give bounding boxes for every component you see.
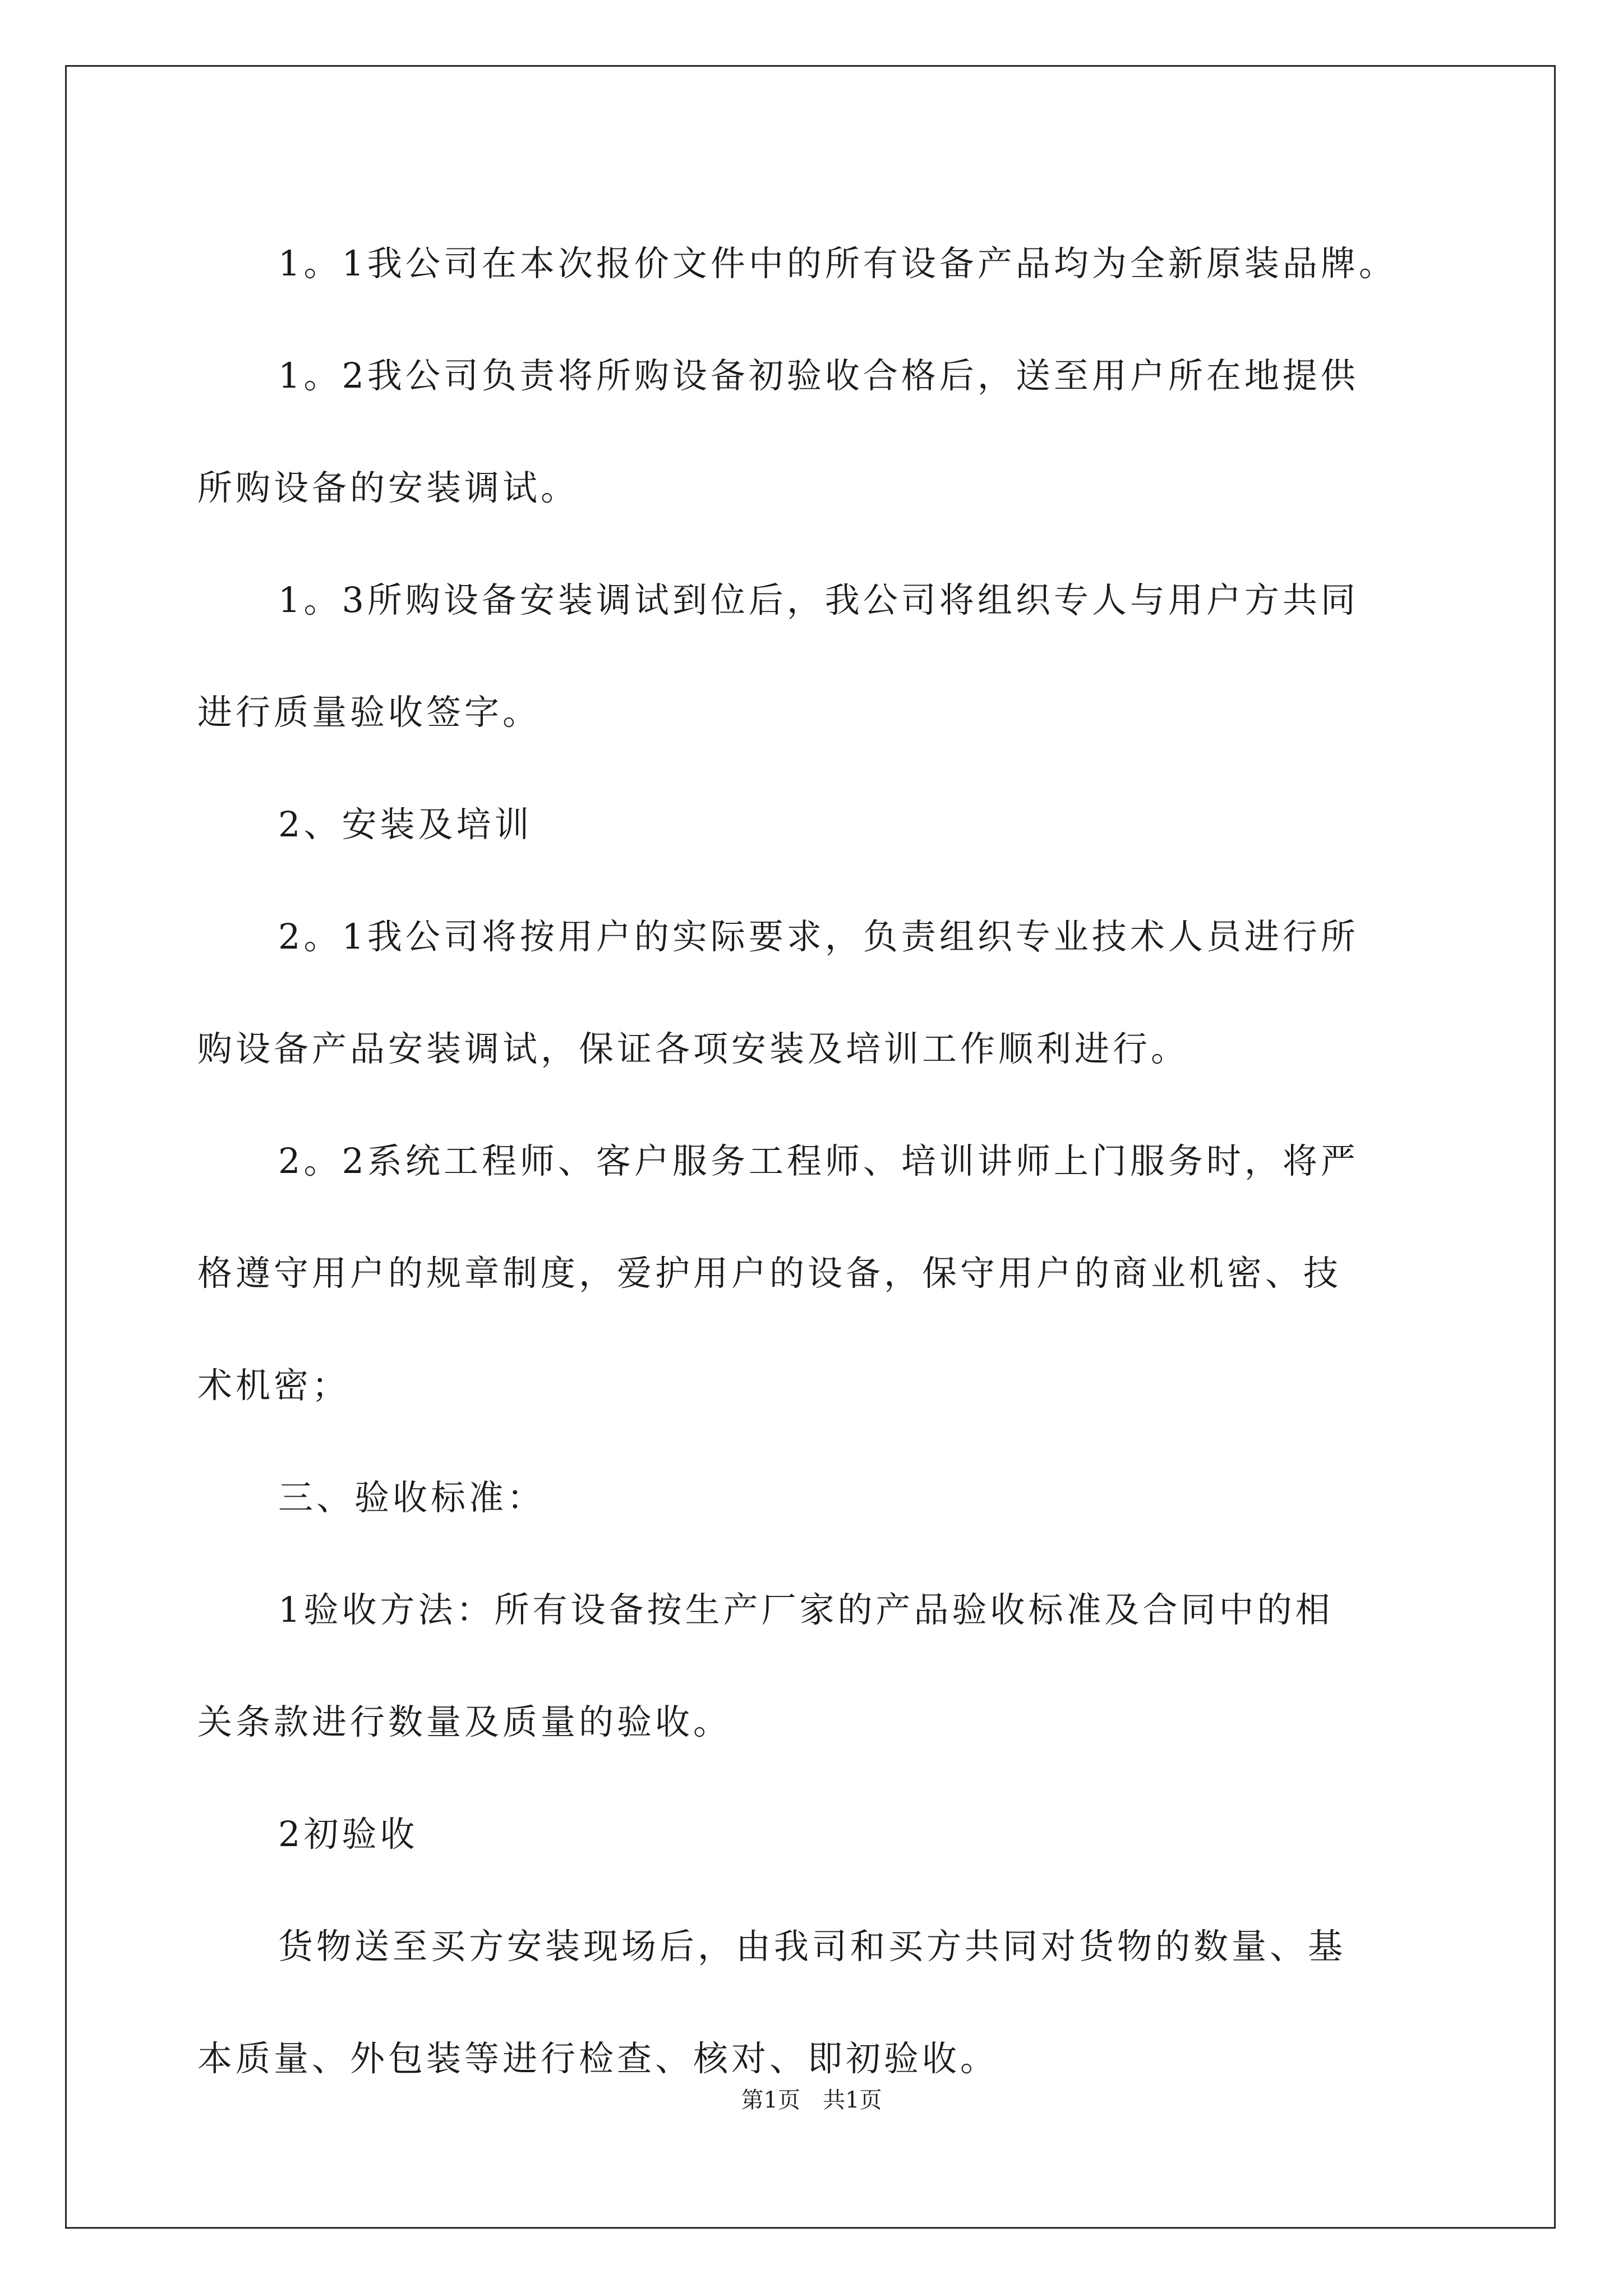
page-number-label: 第1页 共1页 xyxy=(741,2087,882,2113)
line: 关条款进行数量及质量的验收。 xyxy=(197,1701,732,1742)
line: 2。2系统工程师、客户服务工程师、培训讲师上门服务时，将严 xyxy=(278,1140,1359,1181)
line: 1。2我公司负责将所购设备初验收合格后，送至用户所在地提供 xyxy=(278,355,1359,396)
paragraph-1-1 xyxy=(197,208,1431,320)
document-body xyxy=(197,208,1431,2115)
line: 2、安装及培训 xyxy=(278,804,533,845)
paragraph-1-2 xyxy=(197,320,1431,432)
subheading-initial-acceptance xyxy=(197,1778,1431,1890)
line: 格遵守用户的规章制度，爱护用户的设备，保守用户的商业机密、技 xyxy=(197,1253,1342,1294)
page-footer xyxy=(0,2082,1623,2114)
line: 所购设备的安装调试。 xyxy=(197,467,579,508)
paragraph-2-2 xyxy=(197,1105,1431,1217)
paragraph-2-2-cont-2 xyxy=(197,1329,1431,1442)
paragraph-initial-acceptance xyxy=(197,1890,1431,2003)
line: 2。1我公司将按用户的实际要求，负责组织专业技术人员进行所 xyxy=(278,916,1359,957)
paragraph-1-2-cont xyxy=(197,432,1431,544)
paragraph-2-2-cont-1 xyxy=(197,1217,1431,1329)
line: 1。1我公司在本次报价文件中的所有设备产品均为全新原装品牌。 xyxy=(278,243,1397,284)
line: 进行质量验收签字。 xyxy=(197,692,541,733)
paragraph-2-1 xyxy=(197,881,1431,993)
paragraph-2-1-cont xyxy=(197,993,1431,1105)
paragraph-acceptance-method-cont xyxy=(197,1666,1431,1778)
line: 购设备产品安装调试，保证各项安装及培训工作顺利进行。 xyxy=(197,1028,1189,1069)
line: 三、验收标准： xyxy=(278,1477,546,1518)
paragraph-acceptance-method xyxy=(197,1554,1431,1666)
paragraph-1-3 xyxy=(197,544,1431,656)
line: 货物送至买方安装现场后，由我司和买方共同对货物的数量、基 xyxy=(278,1926,1347,1967)
section-heading-install-training xyxy=(197,769,1431,881)
line: 2初验收 xyxy=(278,1814,418,1855)
line: 本质量、外包装等进行检查、核对、即初验收。 xyxy=(197,2038,999,2079)
section-heading-acceptance-standard xyxy=(197,1442,1431,1554)
line: 术机密； xyxy=(197,1365,351,1406)
line: 1验收方法：所有设备按生产厂家的产品验收标准及合同中的相 xyxy=(278,1589,1334,1630)
paragraph-1-3-cont xyxy=(197,656,1431,769)
line: 1。3所购设备安装调试到位后，我公司将组织专人与用户方共同 xyxy=(278,579,1359,620)
